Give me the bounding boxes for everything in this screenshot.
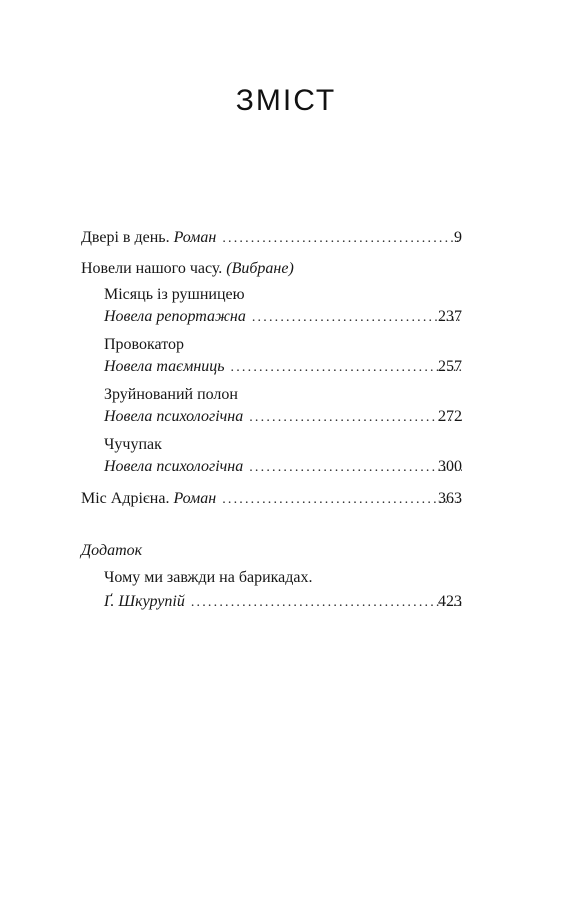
toc-page-number: 9: [454, 229, 462, 246]
toc-entry-genre: Новела психологічна: [104, 458, 244, 475]
toc-entry-appendix[interactable]: [104, 566, 313, 590]
toc-entry-dveri[interactable]: [81, 226, 462, 250]
toc-entry-subtitle-row: [104, 355, 462, 379]
toc-page-number: 257: [438, 358, 462, 375]
toc-entry-title: Міс Адрієна.: [81, 490, 170, 507]
dot-leader: [185, 591, 462, 615]
toc-entry-zruinovanyi[interactable]: [104, 383, 238, 407]
toc-entry-title: Чому ми завжди на барикадах.: [104, 569, 313, 586]
toc-entry-title: Місяць із рушницею: [104, 286, 245, 303]
toc-entry-title: Зруйнований полон: [104, 386, 238, 403]
toc-entry-title: Двері в день.: [81, 229, 170, 246]
toc-entry-title: Чучупак: [104, 436, 162, 453]
toc-page-number: 300: [438, 458, 462, 475]
toc-entry-genre: Новела репортажна: [104, 308, 246, 325]
toc-entry-author-row: [104, 590, 462, 614]
toc-entry-genre: Роман: [173, 490, 217, 507]
toc-page-number: 272: [438, 408, 462, 425]
toc-section-novely[interactable]: [81, 257, 294, 281]
toc-entry-chuchupak[interactable]: [104, 433, 162, 457]
toc-entry-genre: Новела психологічна: [104, 408, 244, 425]
toc-entry-genre: Новела таємниць: [104, 358, 225, 375]
appendix-heading: Додаток: [81, 542, 143, 559]
toc-entry-subtitle-row: [104, 305, 462, 329]
toc-entry-title: Провокатор: [104, 336, 184, 353]
toc-page-number: 423: [438, 593, 462, 610]
toc-entry-subtitle-row: [104, 455, 462, 479]
toc-entry-author: Ґ. Шкурупій: [104, 593, 185, 610]
page-title: ЗМІСТ: [235, 84, 337, 117]
toc-entry-provokator[interactable]: [104, 333, 184, 357]
toc-entry-misiats[interactable]: [104, 283, 245, 307]
toc-page-number: 363: [438, 490, 462, 507]
toc-entry-genre: Роман: [173, 229, 217, 246]
toc-entry-title: Новели нашого часу.: [81, 260, 223, 277]
toc-entry-subtitle-row: [104, 405, 462, 429]
toc-page-number: 237: [438, 308, 462, 325]
toc-entry-mis-adriiena[interactable]: [81, 487, 462, 511]
toc-entry-note: (Вибране): [226, 260, 294, 277]
